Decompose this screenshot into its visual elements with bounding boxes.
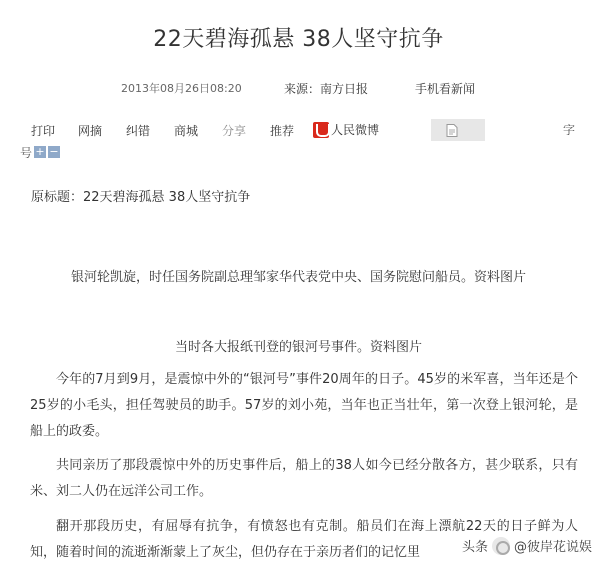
people-weibo-button[interactable] — [313, 121, 379, 138]
weibo-label: 人民微博 — [331, 123, 380, 137]
paragraph-3: 翻开那段历史，有屈辱有抗争，有愤怒也有克制。船员们在海上漂航22天的日子鲜为人知，随着时间的流逝渐渐蒙上了灰尘，但仍存在于亲历者们的记忆里 — [30, 519, 578, 560]
watermark-prefix: 头条 — [462, 540, 489, 555]
source-label: 来源： — [284, 82, 321, 96]
image-caption-2: 当时各大报纸刊登的银河号事件。资料图片 — [174, 340, 422, 355]
watermark — [462, 536, 592, 555]
recommend-button[interactable]: 推荐 — [270, 124, 295, 138]
document-icon — [446, 124, 458, 137]
net-excerpt-button[interactable]: 网摘 — [78, 124, 103, 138]
original-title: 原标题：22天碧海孤悬 38人坚守抗争 — [31, 190, 251, 205]
mall-link[interactable]: 商城 — [174, 124, 199, 138]
share-button[interactable]: 分享 — [222, 124, 247, 138]
qr-code-button[interactable] — [431, 119, 485, 141]
weibo-icon — [313, 122, 329, 138]
paragraph-2: 共同亲历了那段震惊中外的历史事件后，船上的38人如今已经分散各方，甚少联系，只有米、刘二人仍在远洋公司工作。 — [30, 458, 578, 499]
font-size-control — [20, 145, 60, 159]
article-source — [284, 80, 368, 97]
article-toolbar — [0, 120, 597, 140]
article-title: 22天碧海孤悬 38人坚守抗争 — [153, 27, 444, 52]
account-avatar-icon — [492, 537, 510, 555]
publish-date: 2013年08月26日08:20 — [121, 82, 242, 95]
mobile-news-link[interactable]: 手机看新闻 — [415, 82, 476, 96]
watermark-account: @彼岸花说娱 — [514, 540, 593, 555]
font-decrease-button[interactable]: − — [49, 145, 59, 158]
font-size-label-2: 号 — [20, 145, 33, 160]
font-size-label: 字 — [563, 123, 576, 137]
source-link[interactable]: 南方日报 — [320, 82, 369, 96]
print-button[interactable]: 打印 — [31, 124, 56, 138]
correction-button[interactable]: 纠错 — [126, 124, 151, 138]
paragraph-1: 今年的7月到9月，是震惊中外的“银河号”事件20周年的日子。45岁的米军喜，当年还是个25岁的小毛头，担任驾驶员的助手。57岁的刘小苑，当年也正当壮年，第一次登上银河轮，是船上的政委。 — [30, 372, 578, 439]
article-meta — [0, 80, 597, 96]
font-increase-button[interactable]: + — [35, 145, 45, 158]
image-caption-1: 银河轮凯旋，时任国务院副总理邹家华代表党中央、国务院慰问船员。资料图片 — [70, 270, 526, 285]
